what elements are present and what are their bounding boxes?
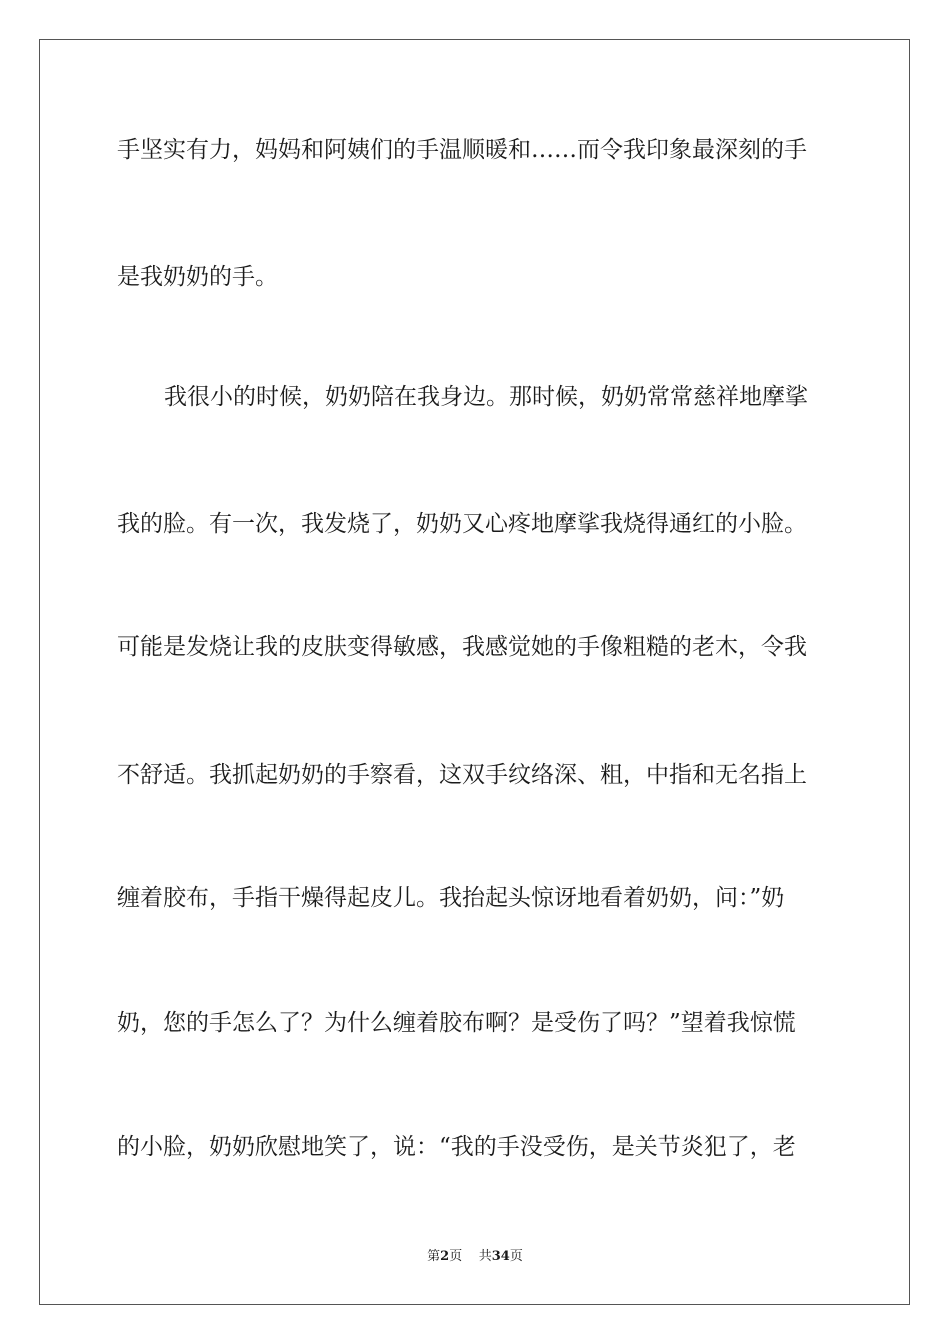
page-footer: [0, 1247, 950, 1267]
text-line-6: 不舒适。我抓起奶奶的手察看，这双手纹络深、粗，中指和无名指上: [117, 762, 807, 788]
text-line-8: 奶，您的手怎么了？为什么缠着胶布啊？是受伤了吗？”望着我惊慌: [117, 1010, 796, 1036]
page-border: [39, 39, 910, 1305]
total-prefix: 共: [478, 1249, 492, 1264]
text-line-4: 我的脸。有一次，我发烧了，奶奶又心疼地摩挲我烧得通红的小脸。: [117, 511, 807, 537]
text-line-1: 手坚实有力，妈妈和阿姨们的手温顺暖和……而令我印象最深刻的手: [117, 137, 807, 163]
page-suffix: 页: [449, 1249, 463, 1264]
text-line-9: 的小脸，奶奶欣慰地笑了，说：“我的手没受伤，是关节炎犯了，老: [117, 1134, 796, 1160]
text-line-2: 是我奶奶的手。: [117, 264, 278, 290]
page-number: 2: [440, 1249, 450, 1264]
text-line-5: 可能是发烧让我的皮肤变得敏感，我感觉她的手像粗糙的老木，令我: [117, 634, 807, 660]
text-line-7: 缠着胶布，手指干燥得起皮儿。我抬起头惊讶地看着奶奶，问：”奶: [117, 885, 785, 911]
page-prefix: 第: [427, 1249, 441, 1264]
total-suffix: 页: [509, 1249, 523, 1264]
total-pages: 34: [491, 1249, 510, 1264]
text-line-3: 我很小的时候，奶奶陪在我身边。那时候，奶奶常常慈祥地摩挲: [164, 384, 808, 410]
